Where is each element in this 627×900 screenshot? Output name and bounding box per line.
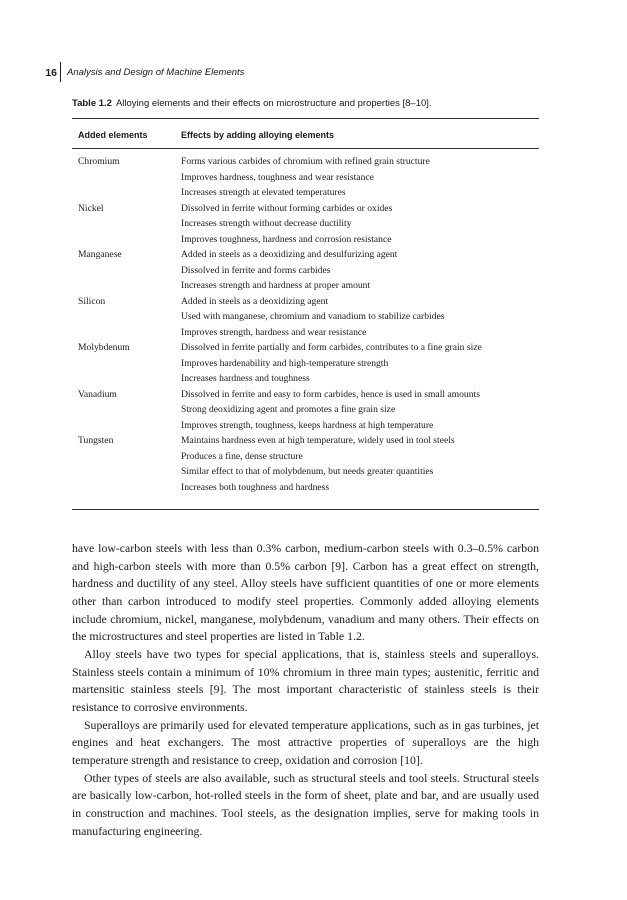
table-caption-label: Table 1.2 <box>72 98 112 109</box>
effect-line: Increases hardness and toughness <box>181 373 310 384</box>
effect-line: Improves toughness, hardness and corrosion resistance <box>181 233 392 245</box>
body-text <box>72 540 539 840</box>
element-name: Manganese <box>78 249 122 260</box>
effect-line: Improves hardenability and high-temperature strength <box>181 357 389 369</box>
table-caption <box>72 97 432 110</box>
table-row <box>72 387 539 434</box>
table-row <box>72 247 539 294</box>
effect-line: Added in steels as a deoxidizing agent <box>181 295 329 307</box>
table-row <box>72 201 539 248</box>
effect-line: Dissolved in ferrite and forms carbides <box>181 264 331 276</box>
element-name: Molybdenum <box>78 342 130 353</box>
effect-line: Produces a fine, dense structure <box>181 450 303 462</box>
table-body <box>72 154 539 495</box>
effect-line: Forms various carbides of chromium with refined grain structure <box>181 156 430 167</box>
element-name: Nickel <box>78 202 104 214</box>
effect-line: Improves strength, toughness, keeps hardness at high temperature <box>181 419 434 431</box>
effect-line: Improves strength, hardness and wear resistance <box>181 326 367 338</box>
effect-line: Increases strength at elevated temperatures <box>181 187 346 198</box>
table-row <box>72 340 539 387</box>
element-name: Silicon <box>78 295 106 307</box>
table-header-rule <box>72 148 539 149</box>
table-header-effects: Effects by adding alloying elements <box>181 130 335 140</box>
effect-line: Increases strength without decrease ductility <box>181 218 352 229</box>
effect-line: Similar effect to that of molybdenum, but needs greater quantities <box>181 466 434 477</box>
table-header-elements: Added elements <box>78 130 148 140</box>
effect-line: Added in steels as a deoxidizing and desulfurizing agent <box>181 249 398 260</box>
effect-line: Maintains hardness even at high temperature, widely used in tool steels <box>181 435 455 446</box>
table-row <box>72 154 539 201</box>
paragraph: Other types of steels are also available, such as structural steels and tool steels. Structural steels are basically low-carbon, hot-rolled steels in the form of sheet, plate and bar, and are usually used in construction and machines. Tool steels, as the designation implies, serve for making tools in manufacturing engineering. <box>72 770 539 838</box>
header-divider <box>60 62 61 82</box>
element-name: Tungsten <box>78 435 114 446</box>
running-header <box>0 66 627 80</box>
effect-line: Increases both toughness and hardness <box>181 481 330 493</box>
effect-line: Increases strength and hardness at proper amount <box>181 280 371 291</box>
effect-line: Improves hardness, toughness and wear resistance <box>181 171 374 183</box>
paragraph: have low-carbon steels with less than 0.3% carbon, medium-carbon steels with 0.3–0.5% carbon and high-carbon steels with more than 0.5% carbon [9]. Carbon has a great effect on strength, hardness and ductility of any steel. Alloy steels have sufficient quantities of one or more elements other than carbon introduced to modify steel properties. Commonly added alloying elements include chromium, nickel, manganese, molybdenum, vanadium and many others. Their effects on the microstructures and steel properties are listed in Table 1.2. <box>72 541 539 644</box>
element-name: Vanadium <box>78 388 117 400</box>
effect-line: Dissolved in ferrite partially and form carbides, contributes to a fine grain size <box>181 342 482 353</box>
table-row <box>72 294 539 341</box>
table-caption-text: Alloying elements and their effects on microstructure and properties [8–10]. <box>115 98 432 109</box>
effect-line: Dissolved in ferrite and easy to form carbides, hence is used in small amounts <box>181 388 480 400</box>
effect-line: Used with manganese, chromium and vanadium to stabilize carbides <box>181 311 445 322</box>
effect-line: Strong deoxidizing agent and promotes a fine grain size <box>181 404 396 415</box>
paragraph: Superalloys are primarily used for elevated temperature applications, such as in gas turbines, jet engines and heat exchangers. The most attractive properties of superalloys are the high temperature strength and resistance to creep, oxidation and corrosion [10]. <box>72 717 539 767</box>
table-bottom-rule <box>72 509 539 510</box>
table-row <box>72 433 539 495</box>
element-name: Chromium <box>78 156 120 167</box>
page-number: 16 <box>45 67 57 79</box>
running-title: Analysis and Design of Machine Elements <box>67 67 245 78</box>
paragraph: Alloy steels have two types for special applications, that is, stainless steels and superalloys. Stainless steels contain a minimum of 10% chromium in three main types; austenitic, ferritic and martensitic stainless steels [9]. The most important characteristic of stainless steels is their resistance to corrosive environments. <box>72 646 539 714</box>
table-top-rule <box>72 118 539 119</box>
effect-line: Dissolved in ferrite without forming carbides or oxides <box>181 202 393 214</box>
